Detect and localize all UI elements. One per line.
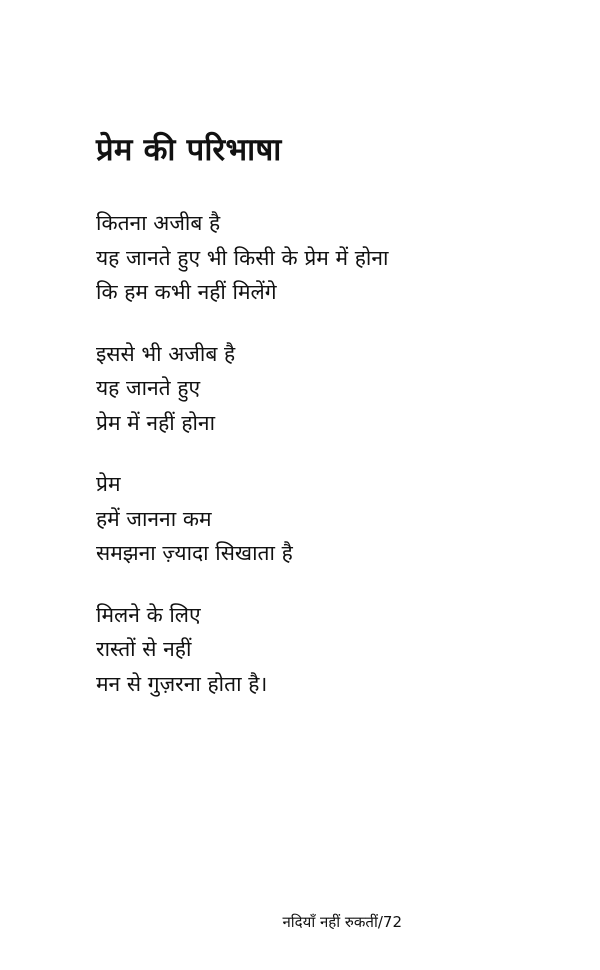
poem-line: प्रेम में नहीं होना — [96, 410, 216, 435]
page-footer — [282, 912, 402, 932]
book-title: नदियाँ नहीं रुकतीं — [282, 913, 378, 931]
poem-title: प्रेम की परिभाषा — [96, 132, 282, 168]
poem-line: हमें जानना कम — [96, 506, 212, 531]
stanza-2 — [96, 337, 576, 441]
poem-line: कि हम कभी नहीं मिलेंगे — [96, 280, 277, 304]
poem-line: यह जानते हुए — [96, 376, 201, 400]
poem-body — [96, 206, 576, 728]
poem-line: मन से गुज़रना होता है। — [96, 671, 268, 696]
poem-line: मिलने के लिए — [96, 602, 201, 627]
page-number: /72 — [377, 913, 402, 931]
stanza-1 — [96, 206, 576, 310]
poem-line: इससे भी अजीब है — [96, 341, 236, 366]
stanza-4 — [96, 598, 576, 702]
stanza-3 — [96, 467, 576, 571]
poem-line: कितना अजीब है — [96, 211, 221, 235]
poem-line: रास्तों से नहीं — [96, 637, 192, 661]
poem-line: प्रेम — [96, 472, 121, 496]
poem-line: समझना ज़्यादा सिखाता है — [96, 541, 293, 565]
poem-line: यह जानते हुए भी किसी के प्रेम में होना — [96, 245, 389, 270]
